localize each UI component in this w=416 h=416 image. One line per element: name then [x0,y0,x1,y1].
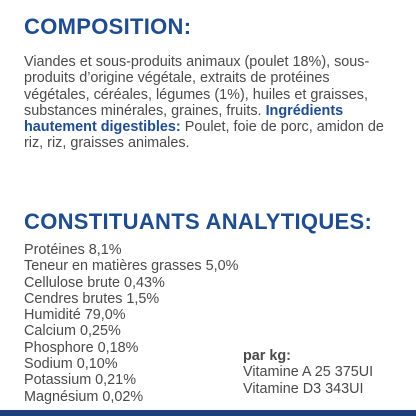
analytical-constituents-list [24,242,238,405]
vitamin-item: Vitamine D3 343UI [243,380,364,397]
list-item: Sodium 0,10% [24,356,118,373]
list-item: Teneur en matières grasses 5,0% [24,258,239,275]
composition-text: Viandes et sous-produits animaux (poulet 18%), sous-produits d’origine végétale, extraits de protéines végétales, céréales, légumes (1%), huiles et graisses, substances minérales, graines, fruits. [24,54,370,119]
digestible-ingredients-text: Poulet, foie de porc, amidon de riz, riz, graisses animales. [24,119,384,152]
composition-heading: COMPOSITION: [24,14,192,39]
list-item: Calcium 0,25% [24,323,121,340]
bottom-accent-bar [0,410,416,416]
list-item: Protéines 8,1% [24,242,122,258]
composition-paragraph [24,54,394,152]
constituants-heading: CONSTITUANTS ANALYTIQUES: [24,209,373,234]
list-item: Cendres brutes 1,5% [24,290,160,307]
list-item: Phosphore 0,18% [24,339,139,356]
list-item: Cellulose brute 0,43% [24,274,165,291]
vitamins-block [243,348,373,397]
list-item: Magnésium 0,02% [24,388,144,405]
digestible-ingredients-label: Ingrédients hautement digestibles: [24,102,344,136]
list-item: Potassium 0,21% [24,372,136,389]
list-item: Humidité 79,0% [24,307,126,324]
per-kg-label: par kg: [243,348,291,364]
vitamin-item: Vitamine A 25 375UI [243,364,374,381]
